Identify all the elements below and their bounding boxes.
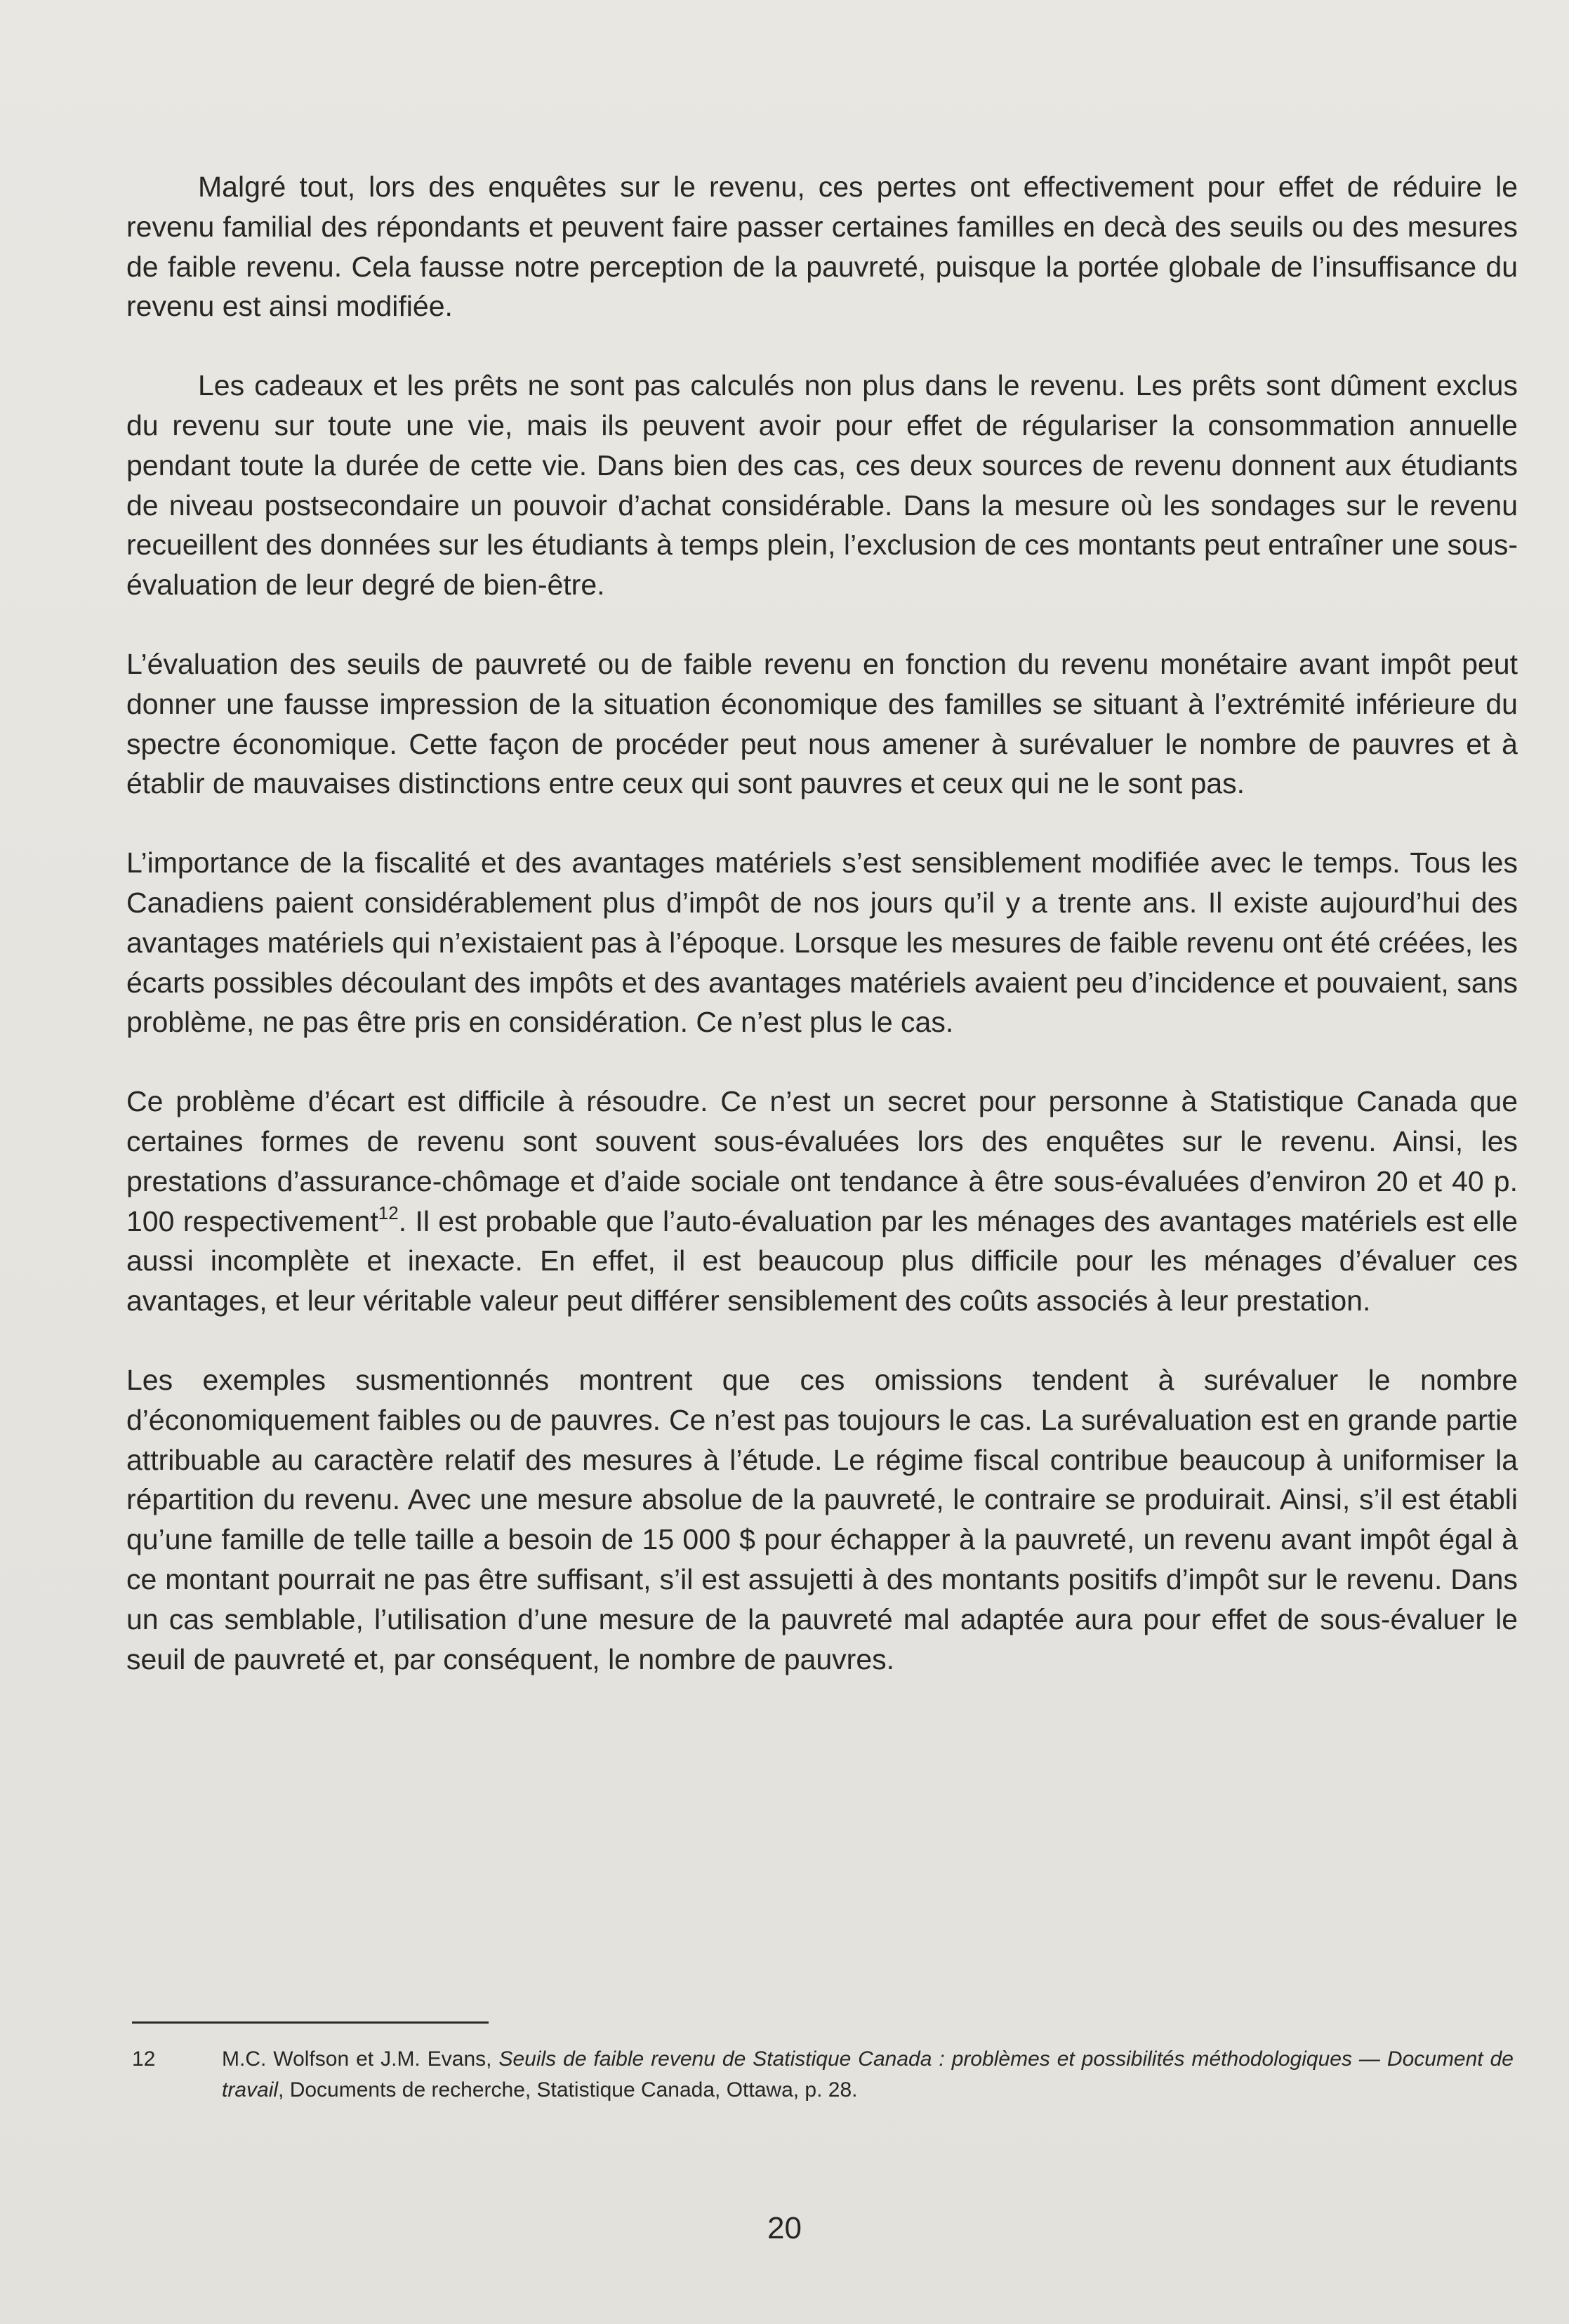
paragraph-5-text-before: Ce problème d’écart est difficile à résoudre. Ce n’est un secret pour personne à Statistique Canada que certaines formes de revenu sont souvent sous-évaluées lors des enquêtes sur le revenu. Ainsi, les prestations d’assurance-chômage et d’aide sociale ont tendance à être sous-évaluées d’environ 20 et 40 p. 100 respectivement — [126, 1085, 1518, 1237]
footnote-divider — [132, 2021, 489, 2024]
footnote-title: Seuils de faible revenu de Statistique Canada : problèmes et possibilités méthodologiques — Document de travail — [222, 2047, 1514, 2101]
footnote-rest: , Documents de recherche, Statistique Canada, Ottawa, p. 28. — [278, 2078, 858, 2101]
paragraph-2: Les cadeaux et les prêts ne sont pas calculés non plus dans le revenu. Les prêts sont dûment exclus du revenu sur toute une vie, mais ils peuvent avoir pour effet de régulariser la consommation annuelle pendant toute la durée de cette vie. Dans bien des cas, ces deux sources de revenu donnent aux étudiants de niveau postsecondaire un pouvoir d’achat considérable. Dans la mesure où les sondages sur le revenu recueillent des données sur les étudiants à temps plein, l’exclusion de ces montants peut entraîner une sous-évaluation de leur degré de bien-être. — [126, 369, 1518, 602]
body-text — [126, 167, 1518, 1718]
footnote — [132, 2044, 1514, 2106]
footnote-reference: 12 — [378, 1202, 399, 1223]
paragraph-5 — [126, 1082, 1518, 1321]
paragraph-4: L’importance de la fiscalité et des avantages matériels s’est sensiblement modifiée avec le temps. Tous les Canadiens paient considérablement plus d’impôt de nos jours qu’il y a trente ans. Il existe aujourd’hui des avantages matériels qui n’existaient pas à l’époque. Lorsque les mesures de faible revenu ont été créées, les écarts possibles découlant des impôts et des avantages matériels avaient peu d’incidence et pouvaient, sans problème, ne pas être pris en considération. Ce n’est plus le cas. — [126, 846, 1518, 1039]
paragraph-1: Malgré tout, lors des enquêtes sur le revenu, ces pertes ont effectivement pour effet de réduire le revenu familial des répondants et peuvent faire passer certaines familles en decà des seuils ou des mesures de faible revenu. Cela fausse notre perception de la pauvreté, puisque la portée globale de l’insuffisance du revenu est ainsi modifiée. — [126, 171, 1518, 323]
paragraph-5-text-after: . Il est probable que l’auto-évaluation par les ménages des avantages matériels est elle aussi incomplète et inexacte. En effet, il est beaucoup plus difficile pour les ménages d’évaluer ces avantages, et leur véritable valeur peut différer sensiblement des coûts associés à leur prestation. — [126, 1204, 1518, 1317]
footnote-number: 12 — [132, 2047, 156, 2071]
paragraph-6: Les exemples susmentionnés montrent que ces omissions tendent à surévaluer le nombre d’économiquement faibles ou de pauvres. Ce n’est pas toujours le cas. La surévaluation est en grande partie attribuable au caractère relatif des mesures à l’étude. Le régime fiscal contribue beaucoup à uniformiser la répartition du revenu. Avec une mesure absolue de la pauvreté, le contraire se produirait. Ainsi, s’il est établi qu’une famille de telle taille a besoin de 15 000 $ pour échapper à la pauvreté, un revenu avant impôt égal à ce montant pourrait ne pas être suffisant, s’il est assujetti à des montants positifs d’impôt sur le revenu. Dans un cas semblable, l’utilisation d’une mesure de la pauvreté mal adaptée aura pour effet de sous-évaluer le seuil de pauvreté et, par conséquent, le nombre de pauvres. — [126, 1363, 1518, 1675]
footnote-authors: M.C. Wolfson et J.M. Evans, — [222, 2047, 499, 2071]
footnote-text — [222, 2044, 1514, 2106]
page-number: 20 — [767, 2211, 802, 2245]
paragraph-3: L’évaluation des seuils de pauvreté ou de faible revenu en fonction du revenu monétaire avant impôt peut donner une fausse impression de la situation économique des familles se situant à l’extrémité inférieure du spectre économique. Cette façon de procéder peut nous amener à surévaluer le nombre de pauvres et à établir de mauvaises distinctions entre ceux qui sont pauvres et ceux qui ne le sont pas. — [126, 647, 1518, 800]
